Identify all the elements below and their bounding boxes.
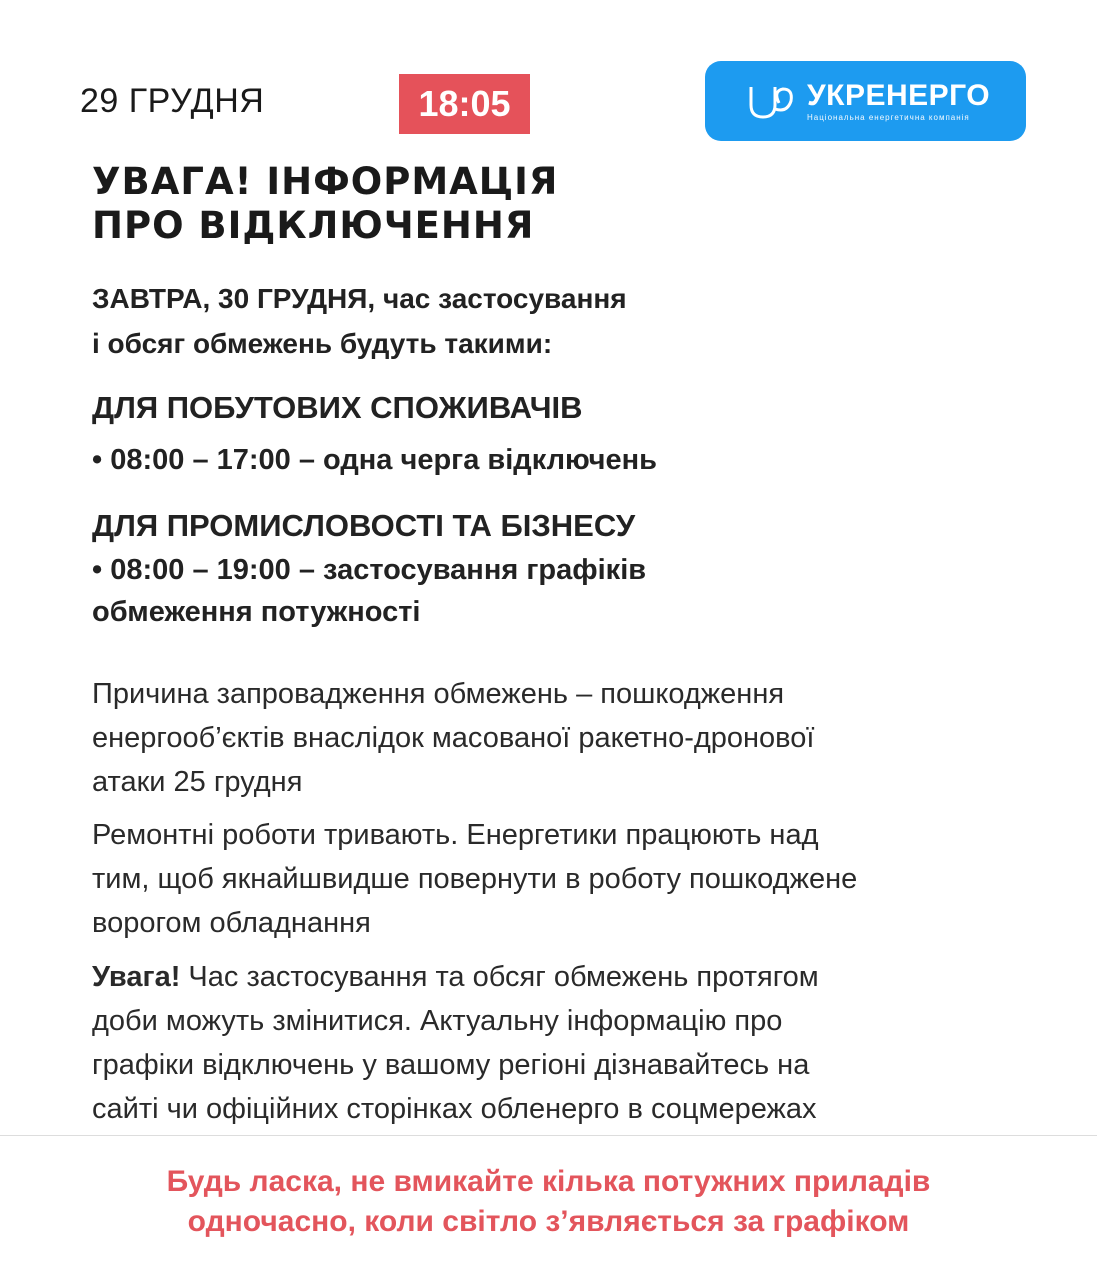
logo-subtitle: Національна енергетична компанія	[807, 112, 970, 122]
intro-text	[92, 276, 627, 366]
page-title-line-1: УВАГА! ІНФОРМАЦІЯ	[92, 160, 559, 203]
footer-notice	[0, 1162, 1097, 1242]
reason-paragraph	[92, 672, 1022, 804]
reason-line: атаки 25 грудня	[92, 766, 303, 798]
warning-line: графіки відключень у вашому регіоні дізнавайтесь на	[92, 1049, 810, 1081]
repairs-line: тим, щоб якнайшвидше повернути в роботу пошкоджене	[92, 863, 858, 895]
warning-line: Час застосування та обсяг обмежень протягом	[180, 961, 819, 993]
time-badge: 18:05	[399, 74, 530, 134]
section-title-households: ДЛЯ ПОБУТОВИХ СПОЖИВАЧІВ	[92, 390, 583, 425]
bullet-industry-schedule: • 08:00 – 19:00 – застосування графіків	[92, 554, 647, 586]
date-label: 29 ГРУДНЯ	[80, 82, 265, 120]
footer-line-1: Будь ласка, не вмикайте кілька потужних приладів	[166, 1165, 931, 1198]
bullet-industry-schedule-cont: обмеження потужності	[92, 596, 421, 628]
ukrenergo-logo-icon	[745, 79, 799, 123]
reason-line: енергооб’єктів внаслідок масованої ракетно-дронової	[92, 722, 815, 754]
warning-line: сайті чи офіційних сторінках обленерго в соцмережах	[92, 1093, 817, 1125]
page-title-line-2: ПРО ВІДКЛЮЧЕННЯ	[92, 204, 535, 247]
intro-line-1: ЗАВТРА, 30 ГРУДНЯ, час застосування	[92, 283, 627, 314]
repairs-line: ворогом обладнання	[92, 907, 371, 939]
footer-divider	[0, 1135, 1097, 1136]
reason-line: Причина запровадження обмежень – пошкодження	[92, 678, 785, 710]
footer-line-2: одночасно, коли світло з’являється за графіком	[187, 1205, 910, 1238]
repairs-paragraph	[92, 813, 1022, 945]
section-title-industry: ДЛЯ ПРОМИСЛОВОСТІ ТА БІЗНЕСУ	[92, 508, 636, 543]
ukrenergo-logo	[705, 61, 1026, 141]
intro-line-2: і обсяг обмежень будуть такими:	[92, 328, 553, 359]
logo-name: УКРЕНЕРГО	[807, 78, 991, 112]
repairs-line: Ремонтні роботи тривають. Енергетики працюють над	[92, 819, 819, 851]
warning-paragraph	[92, 955, 1022, 1131]
warning-label: Увага!	[92, 961, 181, 993]
page-title	[92, 160, 558, 248]
warning-line: доби можуть змінитися. Актуальну інформацію про	[92, 1005, 783, 1037]
bullet-households-schedule: • 08:00 – 17:00 – одна черга відключень	[92, 444, 657, 476]
